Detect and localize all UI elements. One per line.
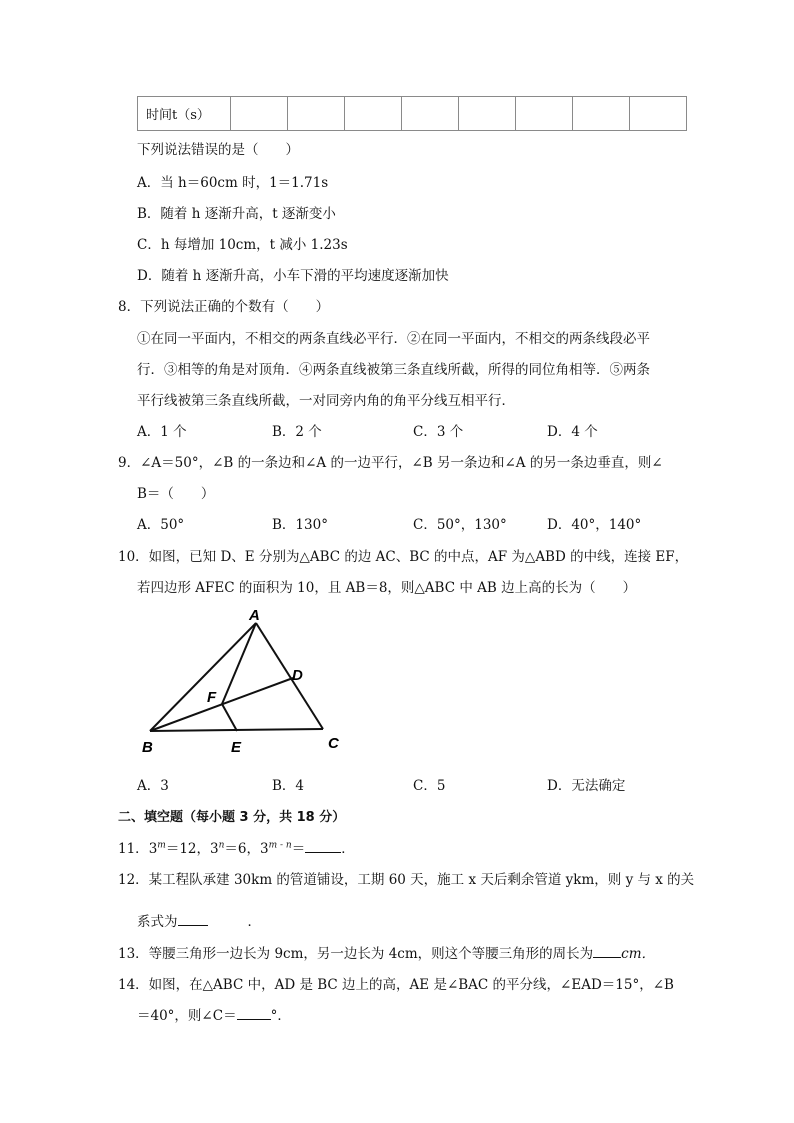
table-cell [516,97,573,131]
table-cell [573,97,630,131]
segment-af [222,623,256,704]
q14-text: ＝40°，则∠C＝ [137,1008,237,1024]
q9-option-b: B．130° [272,517,328,533]
q14-line-2 [137,1004,291,1024]
table-cell [288,97,345,131]
q11-prefix: 11． [118,841,149,857]
label-f: F [207,689,217,706]
q11-base-3: 3 [260,841,269,857]
q8-option-c: C．3 个 [413,424,464,440]
q8-option-a: A．1 个 [137,424,187,440]
q8-stem: 8．下列说法正确的个数有（ ） [118,299,330,315]
q9-line-2: B＝（ ） [137,486,215,502]
q11-exp-2: n [218,840,225,851]
q11-base-2: 3 [210,841,219,857]
q14-answer-blank[interactable] [237,1007,271,1020]
q7-option-b: B．随着 h 逐渐升高，t 逐渐变小 [137,206,336,222]
segment-ab [150,623,256,731]
q13-text: 13．等腰三角形一边长为 9cm，另一边长为 4cm，则这个等腰三角形的周长为 [118,946,594,962]
table-cell [402,97,459,131]
q10-option-d: D．无法确定 [547,778,626,794]
q7-stem: 下列说法错误的是（ ） [137,142,299,158]
triangle-figure [130,600,360,760]
q7-option-c: C．h 每增加 10cm，t 减小 1.23s [137,237,348,253]
q13-unit: cm． [621,946,656,962]
q10-line-1: 10．如图，已知 D、E 分别为△ABC 的边 AC、BC 的中点，AF 为△ABD 的中线，连接 EF， [118,549,689,565]
q10-option-b: B．4 [272,778,305,794]
q8-line-3: 平行线被第三条直线所截，一对同旁内角的角平分线互相平行． [137,393,515,409]
section-title: 二、填空题（每小题 3 分，共 18 分） [118,810,346,825]
table-header-cell: 时间t（s） [138,97,231,131]
q11-text-1: ＝12， [165,841,211,857]
q12-end: ． [247,914,261,930]
segment-fe [222,704,237,731]
q11-end: ． [341,841,355,857]
q9-option-d: D．40°，140° [547,517,642,533]
q12-line-2 [137,910,261,930]
q14-end: °． [270,1008,291,1024]
label-a: A [249,607,260,624]
q10-line-2: 若四边形 AFEC 的面积为 10，且 AB＝8，则△ABC 中 AB 边上高的长为（ ） [137,580,637,596]
q8-option-b: B．2 个 [272,424,322,440]
q13-line [118,942,655,962]
q11-answer-blank[interactable] [305,840,341,853]
q8-option-d: D．4 个 [547,424,598,440]
q12-answer-blank[interactable] [178,913,208,926]
q9-option-a: A．50° [137,517,185,533]
q8-line-1: ①在同一平面内，不相交的两条直线必平行．②在同一平面内，不相交的两条线段必平 [137,331,650,347]
label-b: B [142,739,153,756]
table-cell [231,97,288,131]
table-row [138,97,687,131]
q13-answer-blank[interactable] [593,945,621,958]
q11-text-3: ＝ [291,841,306,857]
label-c: C [328,735,339,752]
q11-base-1: 3 [148,841,158,857]
q8-line-2: 行．③相等的角是对顶角．④两条直线被第三条直线所截，所得的同位角相等．⑤两条 [137,362,650,378]
q7-option-a: A．当 h＝60cm 时，1＝1.71s [137,175,329,191]
q14-line-1: 14．如图，在△ABC 中，AD 是 BC 边上的高，AE 是∠BAC 的平分线，∠EAD＝15°，∠B [118,977,674,993]
time-table [137,96,687,131]
q10-option-c: C．5 [413,778,446,794]
q12-text: 系式为 [137,914,178,930]
label-d: D [292,667,303,684]
segment-ac [256,623,323,729]
table-cell [345,97,402,131]
q11-line [118,837,355,857]
q11-text-2: ＝6， [224,841,260,857]
q10-option-a: A．3 [137,778,169,794]
q9-line-1: 9．∠A＝50°，∠B 的一条边和∠A 的一边平行，∠B 另一条边和∠A 的另一条边垂直，则∠ [118,455,663,471]
table-cell [630,97,687,131]
q12-line-1: 12．某工程队承建 30km 的管道铺设，工期 60 天，施工 x 天后剩余管道 ykm，则 y 与 x 的关 [118,872,695,888]
q7-option-d: D．随着 h 逐渐升高，小车下滑的平均速度逐渐加快 [137,268,449,284]
q9-option-c: C．50°，130° [413,517,507,533]
label-e: E [231,739,242,756]
table-cell [459,97,516,131]
q11-exp-1: m [157,840,166,851]
q11-exp-3: m - n [268,840,292,851]
